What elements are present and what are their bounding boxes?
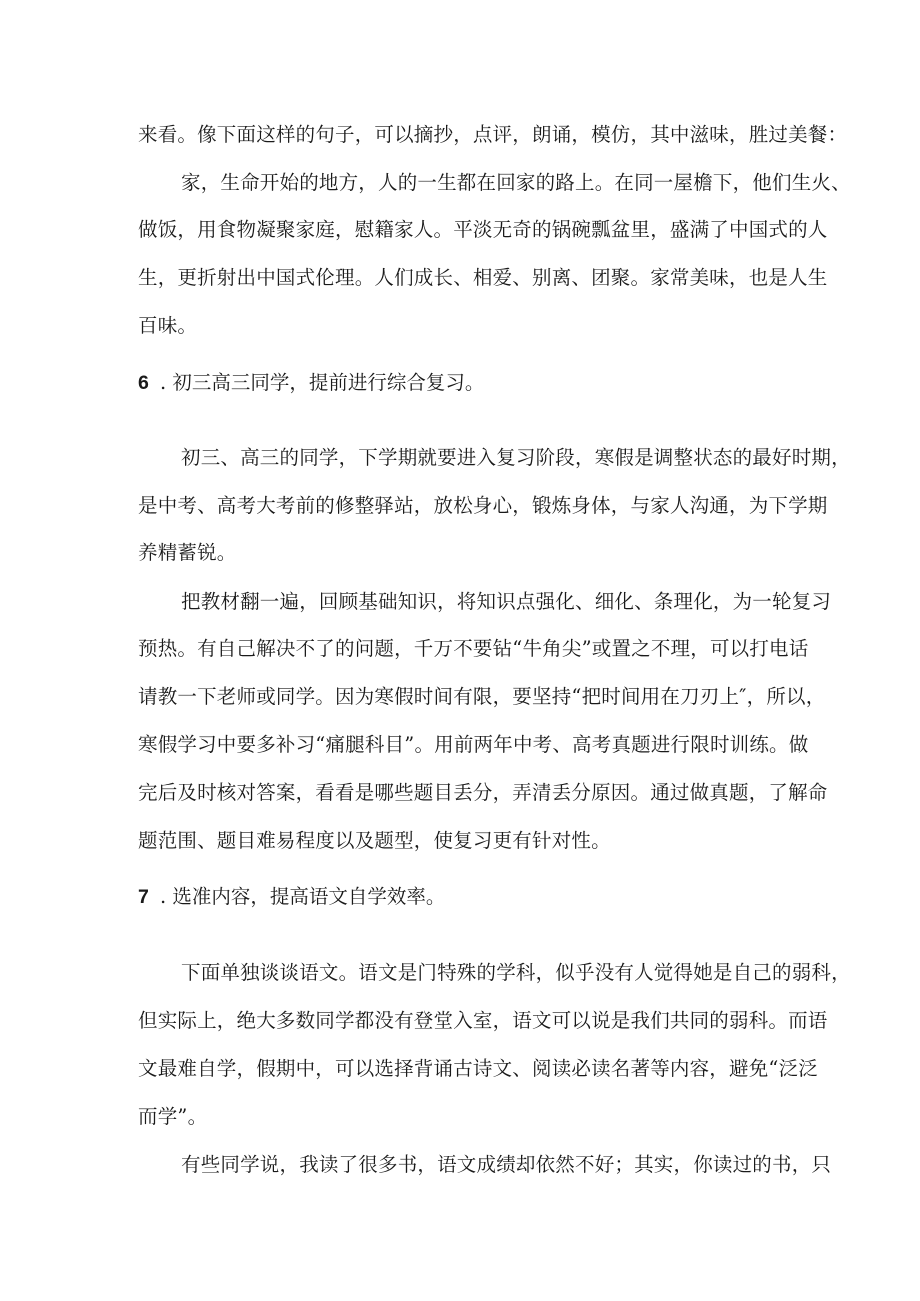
para6b-line-5: 完后及时核对答案，看看是哪些题目丢分，弄清丢分原因。通过做真题，了解命 [138, 781, 828, 804]
para6a-line-2: 是中考、高考大考前的修整驿站，放松身心，锻炼身体，与家人沟通，为下学期 [138, 494, 828, 517]
para7a-line-1: 下面单独谈谈语文。语文是门特殊的学科，似乎没有人觉得她是自己的弱科， [181, 961, 851, 984]
section-7-heading [138, 885, 445, 909]
section-7-title: . 选准内容，提高语文自学效率。 [160, 885, 446, 908]
section-6-title: . 初三高三同学，提前进行综合复习。 [160, 371, 485, 394]
quote-line-2: 做饭，用食物凝聚家庭，慰籍家人。平淡无奇的锅碗瓢盆里，盛满了中国式的人 [138, 218, 828, 241]
section-6-heading [138, 371, 484, 395]
para6a-line-1: 初三、高三的同学，下学期就要进入复习阶段，寒假是调整状态的最好时期， [181, 446, 851, 469]
quote-line-1: 家，生命开始的地方，人的一生都在回家的路上。在同一屋檐下，他们生火、 [181, 171, 851, 194]
para7a-line-2: 但实际上，绝大多数同学都没有登堂入室，语文可以说是我们共同的弱科。而语 [138, 1009, 828, 1032]
para6a-line-3: 养精蓄锐。 [138, 541, 237, 564]
para6b-line-1: 把教材翻一遍，回顾基础知识，将知识点强化、细化、条理化，为一轮复习 [181, 590, 832, 613]
para6b-line-6: 题范围、题目难易程度以及题型，使复习更有针对性。 [138, 829, 611, 852]
para7b-line-1: 有些同学说，我读了很多书，语文成绩却依然不好；其实，你读过的书，只 [181, 1153, 832, 1176]
para6b-line-2: 预热。有自己解决不了的问题，千万不要钻“牛角尖”或置之不理，可以打电话 [138, 637, 809, 660]
quote-line-4: 百味。 [138, 314, 198, 337]
para6b-line-4: 寒假学习中要多补习“痛腿科目”。用前两年中考、高考真题进行限时训练。做 [138, 733, 809, 756]
quote-line-3: 生，更折射出中国式伦理。人们成长、相爱、别离、团聚。家常美味，也是人生 [138, 266, 828, 289]
section-7-number: 7 [138, 886, 149, 908]
para7a-line-3: 文最难自学，假期中，可以选择背诵古诗文、阅读必读名著等内容，避免“泛泛 [138, 1057, 818, 1080]
section-6-number: 6 [138, 372, 149, 394]
para6b-line-3: 请教一下老师或同学。因为寒假时间有限，要坚持“把时间用在刀刃上″，所以， [138, 685, 826, 708]
intro-line: 来看。像下面这样的句子，可以摘抄，点评，朗诵，模仿，其中滋味，胜过美餐： [138, 123, 848, 146]
para7a-line-4: 而学”。 [138, 1105, 208, 1128]
